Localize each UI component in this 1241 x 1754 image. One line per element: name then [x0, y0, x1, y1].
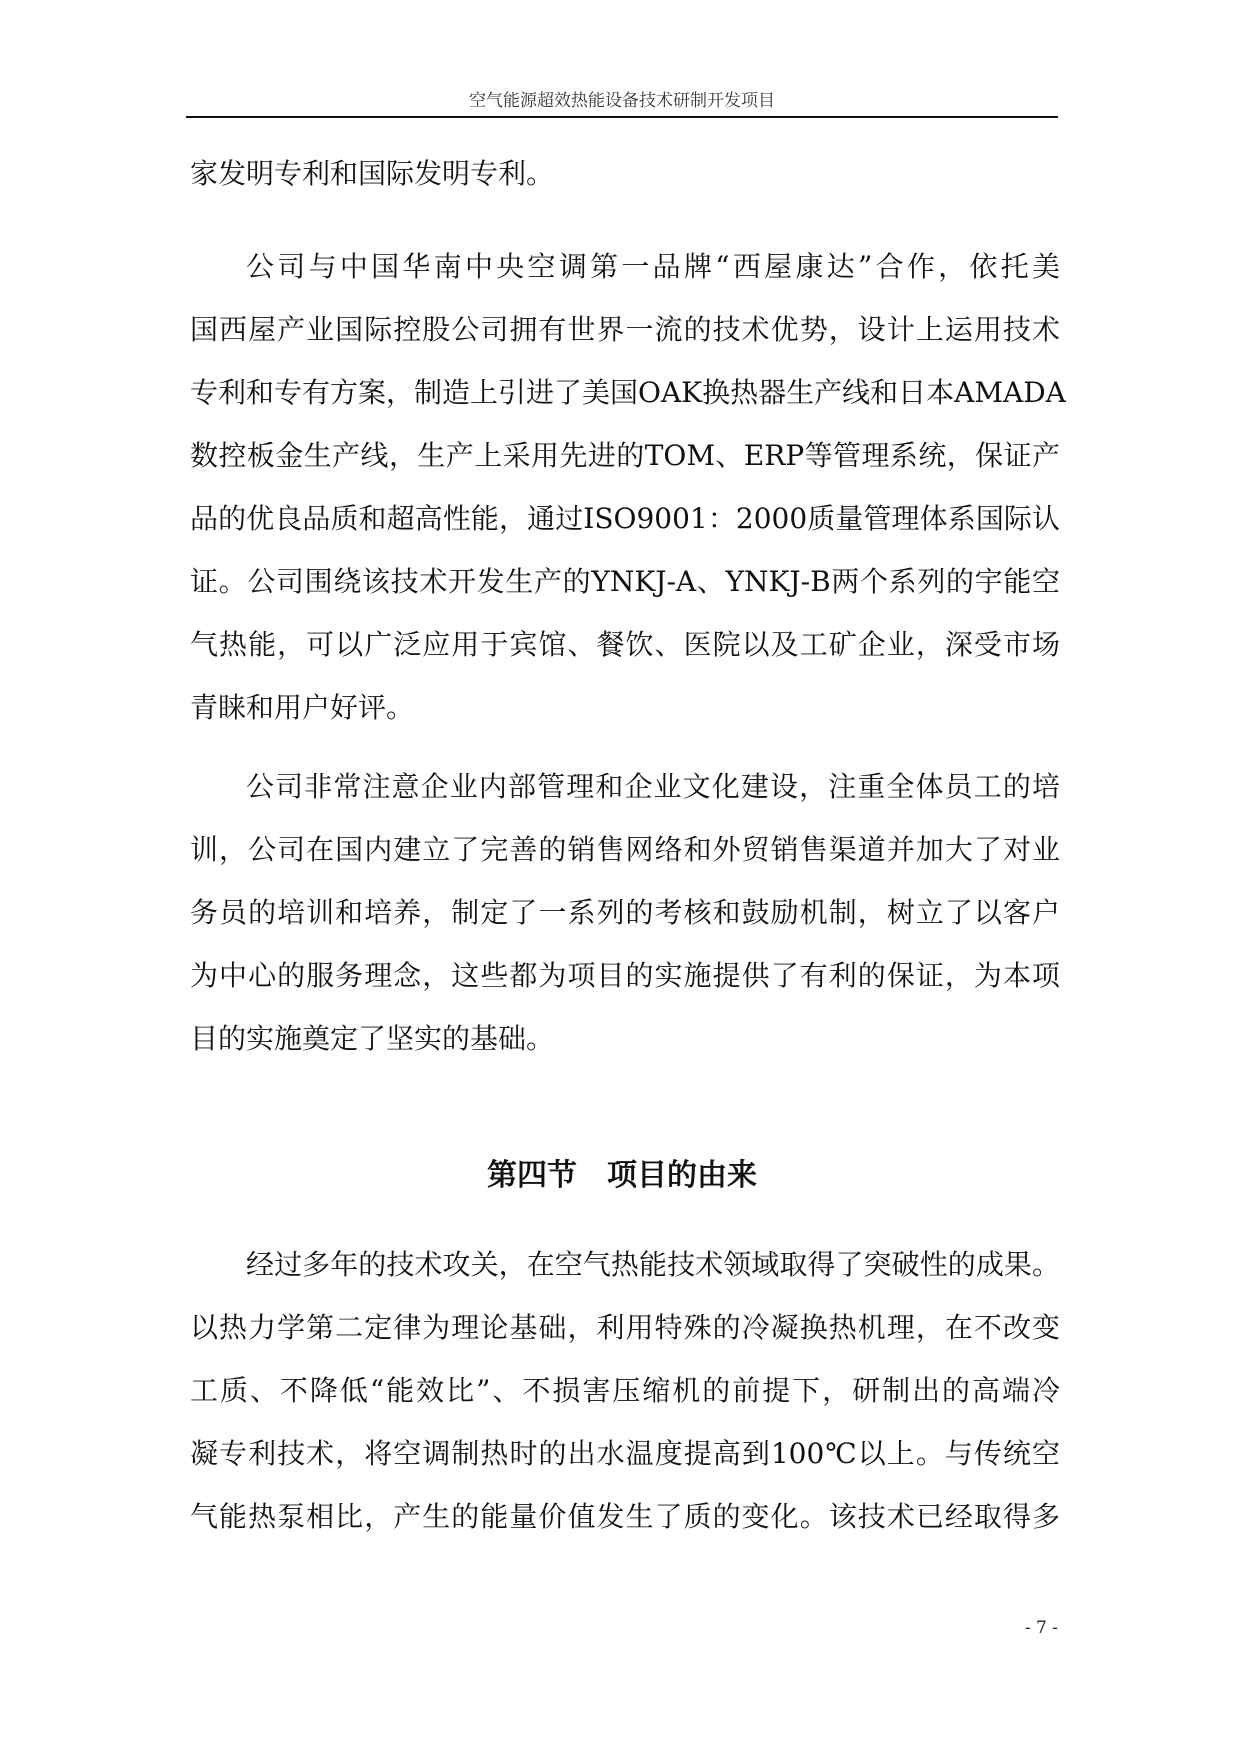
paragraph-2-line-8: 青睐和用户好评。: [190, 691, 415, 724]
paragraph-2-line-3: 专利和专有方案，制造上引进了美国OAK换热器生产线和日本AMADA: [190, 376, 1066, 409]
paragraph-2-line-4: 数控板金生产线，生产上采用先进的TOM、ERP等管理系统，保证产: [190, 439, 1060, 472]
paragraph-1-line-1: 家发明专利和国际发明专利。: [190, 157, 555, 190]
paragraph-3-line-1: 公司非常注意企业内部管理和企业文化建设，注重全体员工的培: [246, 770, 1060, 803]
page-number: - 7 -: [1024, 1618, 1058, 1638]
paragraph-3-line-2: 训，公司在国内建立了完善的销售网络和外贸销售渠道并加大了对业: [190, 833, 1060, 866]
page-header-title: 空气能源超效热能设备技术研制开发项目: [469, 91, 775, 111]
paragraph-2-line-1: 公司与中国华南中央空调第一品牌“西屋康达”合作，依托美: [246, 250, 1060, 283]
paragraph-2-line-7: 气热能，可以广泛应用于宾馆、餐饮、医院以及工矿企业，深受市场: [190, 628, 1060, 661]
section-heading: 第四节 项目的由来: [487, 1158, 757, 1193]
paragraph-3-line-3: 务员的培训和培养，制定了一系列的考核和鼓励机制，树立了以客户: [190, 896, 1060, 929]
section-paragraph-line-2: 以热力学第二定律为理论基础，利用特殊的冷凝换热机理，在不改变: [190, 1311, 1060, 1344]
paragraph-2-line-5: 品的优良品质和超高性能，通过ISO9001：2000质量管理体系国际认: [190, 502, 1060, 535]
paragraph-2-line-2: 国西屋产业国际控股公司拥有世界一流的技术优势，设计上运用技术: [190, 313, 1060, 346]
paragraph-3-line-4: 为中心的服务理念，这些都为项目的实施提供了有利的保证，为本项: [190, 959, 1060, 992]
section-paragraph-line-5: 气能热泵相比，产生的能量价值发生了质的变化。该技术已经取得多: [190, 1500, 1060, 1533]
section-paragraph-line-3: 工质、不降低“能效比”、不损害压缩机的前提下，研制出的高端冷: [190, 1374, 1060, 1407]
paragraph-3-line-5: 目的实施奠定了坚实的基础。: [190, 1022, 555, 1055]
paragraph-2-line-6: 证。公司围绕该技术开发生产的YNKJ-A、YNKJ-B两个系列的宇能空: [190, 565, 1060, 598]
section-paragraph-line-1: 经过多年的技术攻关，在空气热能技术领域取得了突破性的成果。: [246, 1248, 1060, 1281]
section-paragraph-line-4: 凝专利技术，将空调制热时的出水温度提高到100℃以上。与传统空: [190, 1437, 1060, 1470]
header-rule: [186, 116, 1058, 118]
